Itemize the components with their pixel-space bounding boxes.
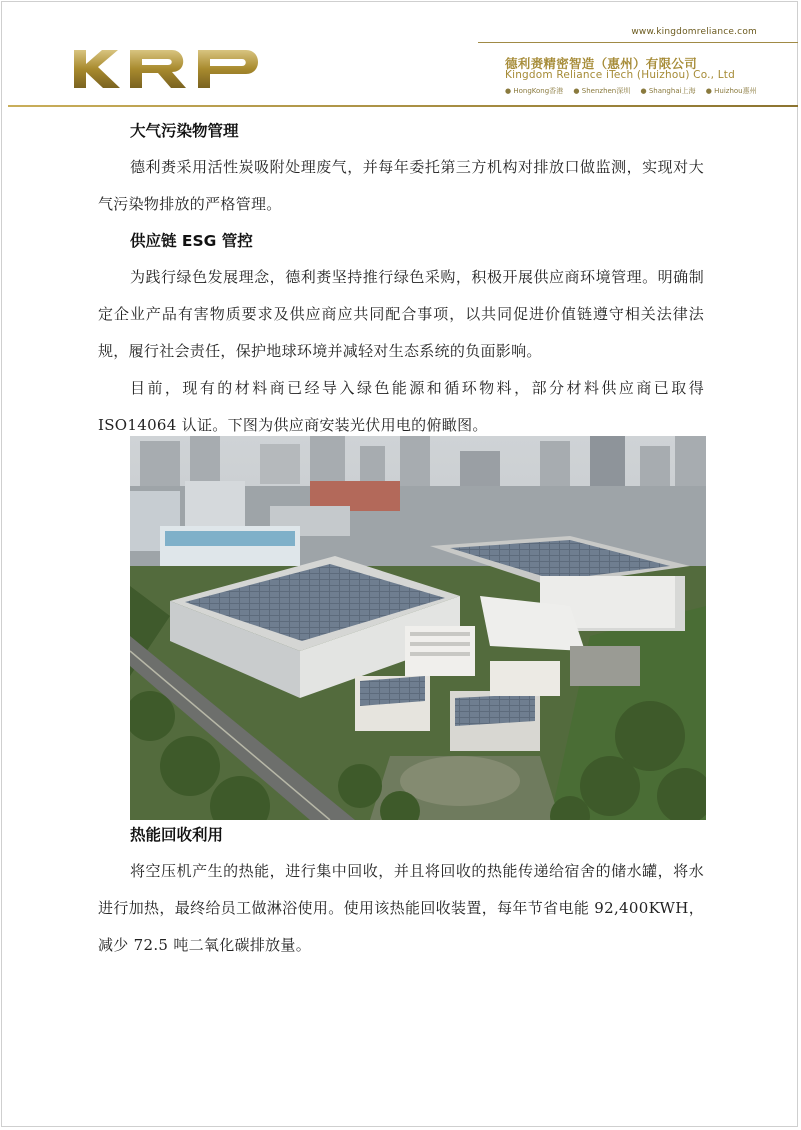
location-item: ● Shanghai上海 [640,87,696,95]
section-heading-air: 大气污染物管理 [130,122,239,140]
paragraph-supply-2: 目前，现有的材料商已经导入绿色能源和循环物料，部分材料供应商已取得 ISO14064 认证。下图为供应商安装光伏用电的俯瞰图。 [98,379,704,434]
office-locations [505,86,765,96]
company-name-en: Kingdom Reliance iTech (Huizhou) Co., Ltd [505,69,735,81]
header-divider [478,42,798,43]
company-name-cn: 德利赉精密智造（惠州）有限公司 [505,56,698,71]
paragraph-air: 德利赉采用活性炭吸附处理废气，并每年委托第三方机构对排放口做监测，实现对大气污染物排放的严格管理。 [98,158,704,213]
location-item: ● HongKong香港 [505,87,564,95]
header-gold-line [8,105,798,107]
page-header [0,0,801,112]
location-item: ● Huizhou惠州 [705,87,757,95]
paragraph-heat: 将空压机产生的热能，进行集中回收，并且将回收的热能传递给宿舍的储水罐，将水进行加热，最终给员工做淋浴使用。使用该热能回收装置，每年节省电能 92,400KWH，减少 72.5 吨二氧化碳排放量。 [98,862,704,954]
location-item: ● Shenzhen深圳 [573,87,631,95]
aerial-photo-solar-factory [130,436,706,820]
main-content [98,118,704,444]
paragraph-supply-1: 为践行绿色发展理念，德利赉坚持推行绿色采购，积极开展供应商环境管理。明确制定企业产品有害物质要求及供应商应共同配合事项，以共同促进价值链遵守相关法律法规，履行社会责任，保护地球环境并减轻对生态系统的负面影响。 [98,268,704,360]
website-url: www.kingdomreliance.com [631,27,757,37]
section-heading-supply-chain: 供应链 ESG 管控 [130,232,253,250]
krp-logo [70,48,270,90]
heat-section [98,822,704,964]
section-heading-heat: 热能回收利用 [130,826,224,844]
